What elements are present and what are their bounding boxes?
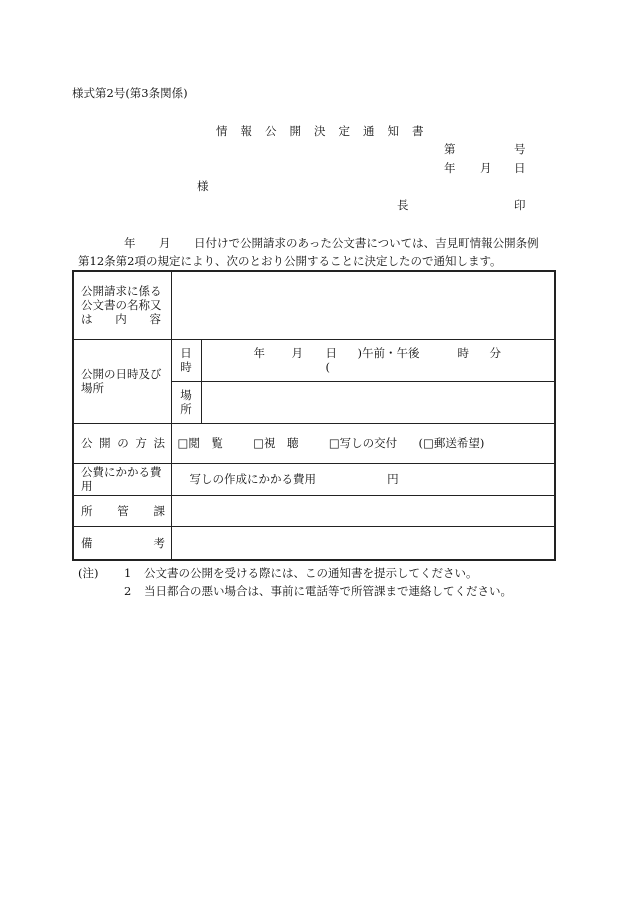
value-department[interactable] [171,495,555,526]
notice-form-table [72,270,556,561]
body-line2-text: 第12条第2項の規定により、次のとおり公開することに決定したので通知します。 [78,254,502,268]
datetime-hour: 時 [457,346,469,360]
note-2-number: 2 [124,584,132,598]
addressee-suffix: 様 [197,179,209,193]
issuer-seal: 印 [514,198,526,212]
sublabel-datetime [171,339,201,381]
value-cost[interactable] [171,463,555,495]
label-datetime-place-line2: 場所 [81,381,104,395]
label-method-c5: 法 [153,436,165,450]
label-document-name [73,271,171,339]
label-method-c4: 方 [135,436,147,450]
label-cost-line1: 公費にかかる費 [81,465,162,479]
row-document-name [73,271,555,339]
datetime-day: 日( [325,346,337,374]
label-method-c2: 開 [99,436,111,450]
value-document-name[interactable] [171,271,555,339]
notes-prefix: (注) [78,566,99,580]
label-method-c3: の [117,436,129,450]
datetime-minute: 分 [489,346,501,360]
date-month: 月 [480,161,492,175]
cost-label: 写しの作成にかかる費用 [189,472,316,486]
body-line1-year: 年 [124,236,136,250]
label-remarks-c1: 備 [81,535,93,550]
value-remarks[interactable] [171,526,555,560]
label-department-c2: 管 [117,503,129,518]
label-department-c3: 課 [153,503,165,518]
label-cost [73,463,171,495]
note-1-number: 1 [124,566,132,580]
value-method [171,423,555,463]
row-datetime [73,339,555,381]
sublabel-place [171,381,201,423]
document-title: 情報公開決定通知書 [216,124,437,138]
issuer-title: 長 [397,198,409,212]
label-document-name-nai: 内 [115,312,127,327]
sublabel-datetime-1: 日 [180,346,192,360]
date-day: 日 [514,161,526,175]
datetime-ampm: )午前・午後 [357,346,420,360]
row-department [73,495,555,526]
cost-unit: 円 [387,472,399,486]
checkbox-inspection[interactable]: □閲 覧 [177,436,223,450]
body-line1-text: 日付けで公開請求のあった公文書については、吉見町情報公開条例 [194,236,539,250]
datetime-year: 年 [253,346,265,360]
date-year: 年 [444,161,456,175]
label-cost-line2: 用 [81,479,93,493]
checkbox-mail-request[interactable]: (□郵送希望) [418,436,485,450]
label-datetime-place-line1: 公開の日時及び [81,367,162,381]
label-method [73,423,171,463]
number-suffix: 号 [514,142,526,156]
label-document-name-line2: 公文書の名称又 [81,298,162,313]
label-datetime-place [73,339,171,423]
label-method-c1: 公 [81,436,93,450]
row-remarks [73,526,555,560]
form-id: 様式第2号(第3条関係) [72,86,188,100]
row-method [73,423,555,463]
label-department-c1: 所 [81,503,93,518]
row-cost [73,463,555,495]
label-document-name-line1: 公開請求に係る [81,284,162,299]
number-prefix: 第 [444,142,456,156]
label-remarks-c2: 考 [153,535,165,550]
sublabel-datetime-2: 時 [180,360,192,374]
checkbox-copy-delivery[interactable]: □写しの交付 [328,436,398,450]
label-remarks [73,526,171,560]
label-document-name-wa: は [81,312,93,327]
sublabel-place-2: 所 [180,402,192,416]
body-line1-month: 月 [159,236,171,250]
label-document-name-you: 容 [149,312,161,327]
note-2-text: 当日都合の悪い場合は、事前に電話等で所管課まで連絡してください。 [144,584,512,598]
datetime-month: 月 [291,346,303,360]
label-department [73,495,171,526]
value-place[interactable] [201,381,555,423]
note-1-text: 公文書の公開を受ける際には、この通知書を提示してください。 [144,566,478,580]
value-datetime[interactable] [201,339,555,381]
checkbox-viewing[interactable]: □視 聴 [253,436,299,450]
sublabel-place-1: 場 [180,388,192,402]
